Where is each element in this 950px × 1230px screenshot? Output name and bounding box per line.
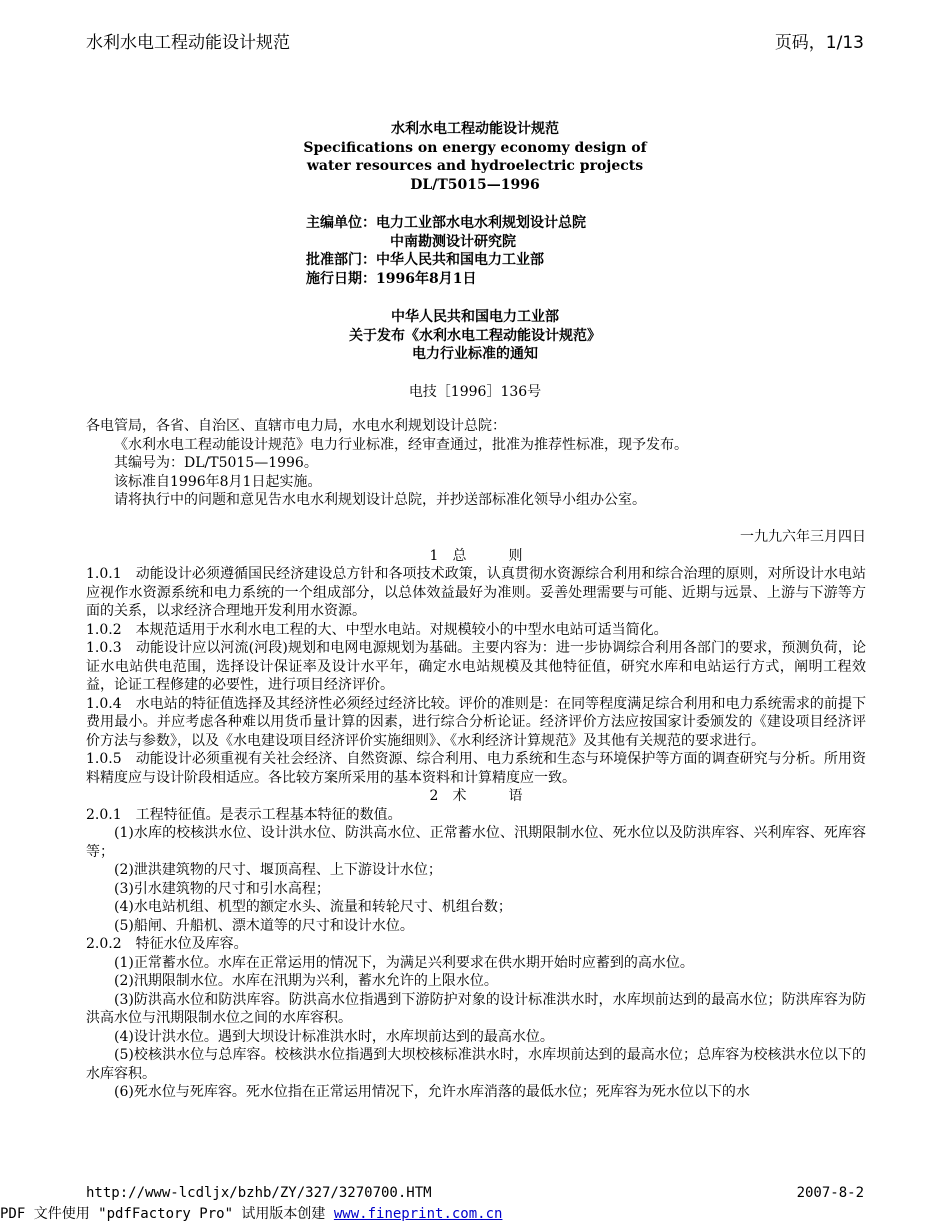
- title-chinese: 水利水电工程动能设计规范: [391, 121, 559, 137]
- editor-label: 主编单位：: [306, 215, 376, 231]
- document-title-block: [0, 120, 950, 194]
- clause: 2.0.1 工程特征值。是表示工程基本特征的数值。: [86, 806, 402, 823]
- clause: 1.0.2 本规范适用于水利水电工程的大、中型水电站。对规模较小的中型水电站可适当简化。: [86, 621, 668, 638]
- clause-item: (4)水电站机组、机型的额定水头、流量和转轮尺寸、机组台数；: [114, 899, 512, 915]
- clause: 1.0.1 动能设计必须遵循国民经济建设总方针和各项技术政策，认真贯彻水资源综合利用和综合治理的原则，对所设计水电站应视作水资源系统和电力系统的一个组成部分，以总体效益最好为准则。妥善处理需要与可能、近期与远景、上游与下游等方面的关系，以求经济合理地开发利用水资源。: [86, 566, 866, 619]
- title-english-line2: water resources and hydroelectric projects: [306, 158, 644, 174]
- footer-date: 2007-8-2: [796, 1185, 864, 1201]
- title-english-line1: Specifications on energy economy design of: [303, 139, 647, 156]
- letter-paragraph: 该标准自1996年8月1日起实施。: [114, 473, 322, 490]
- clause-item: (1)水库的校核洪水位、设计洪水位、防洪高水位、正常蓄水位、汛期限制水位、死水位以及防洪库容、兴利库容、死库容等；: [86, 825, 866, 860]
- page-header-title: 水利水电工程动能设计规范: [86, 33, 290, 53]
- document-body: [86, 417, 866, 1102]
- section-heading: 1 总 则: [429, 547, 523, 564]
- fineprint-link[interactable]: www.fineprint.com.cn: [333, 1206, 503, 1222]
- notice-title: [0, 308, 950, 364]
- clause-item: (3)引水建筑物的尺寸和引水高程；: [114, 880, 330, 897]
- pdf-watermark-text: PDF 文件使用 "pdfFactory Pro" 试用版本创建: [0, 1206, 334, 1222]
- clause-item: (6)死水位与死库容。死水位指在正常运用情况下，允许水库消落的最低水位；死库容为死水位以下的水: [114, 1084, 750, 1100]
- clause-item: (1)正常蓄水位。水库在正常运用的情况下，为满足兴利要求在供水期开始时应蓄到的高水位。: [114, 954, 694, 971]
- editor-unit-2: 中南勘测设计研究院: [390, 233, 516, 250]
- notice-line2: 关于发布《水利水电工程动能设计规范》: [349, 327, 601, 344]
- letter-paragraph: 《水利水电工程动能设计规范》电力行业标准，经审查通过，批准为推荐性标准，现予发布。: [114, 436, 688, 453]
- clause-item: (4)设计洪水位。遇到大坝设计标准洪水时，水库坝前达到的最高水位。: [114, 1028, 554, 1045]
- clause: 1.0.4 水电站的特征值选择及其经济性必须经过经济比较。评价的准则是：在同等程度满足综合利用和电力系统需求的前提下费用最小。并应考虑各种难以用货币量计算的因素，进行综合分析论证。经济评价方法应按国家计委颁发的《建设项目经济评价方法与参数》，以及《水电建设项目经济评价实施细则》、《水利经济计算规范》及其他有关规范的要求进行。: [86, 695, 866, 749]
- letter-date: 一九九六年三月四日: [740, 529, 866, 545]
- approver-label: 批准部门：: [306, 252, 376, 268]
- letter-greeting: 各电管局，各省、自治区、直辖市电力局，水电水利规划设计总院：: [86, 418, 506, 434]
- letter-paragraph: 其编号为：DL/T5015—1996。: [114, 455, 318, 471]
- footer-url[interactable]: http://www-lcdljx/bzhb/ZY/327/3270700.HTM: [86, 1185, 432, 1201]
- clause-item: (5)校核洪水位与总库容。校核洪水位指遇到大坝校核标准洪水时，水库坝前达到的最高水位；总库容为校核洪水位以下的水库容积。: [86, 1047, 866, 1082]
- approver: 中华人民共和国电力工业部: [376, 252, 544, 268]
- page-number: 页码，1/13: [774, 33, 864, 53]
- document-meta: [306, 214, 586, 288]
- letter-paragraph: 请将执行中的问题和意见告水电水利规划设计总院，并抄送部标准化领导小组办公室。: [114, 492, 646, 508]
- clause: 1.0.3 动能设计应以河流(河段)规划和电网电源规划为基础。主要内容为：进一步协调综合利用各部门的要求，预测负荷，论证水电站供电范围，选择设计保证率及设计水平年，确定水电站规模及其他特征值，研究水库和电站运行方式，阐明工程效益，论证工程修建的必要性，进行项目经济评价。: [86, 640, 866, 693]
- pdf-watermark: [0, 1203, 502, 1223]
- effective-date-label: 施行日期：: [306, 270, 376, 287]
- notice-line3: 电力行业标准的通知: [412, 346, 538, 362]
- clause-item: (5)船闸、升船机、漂木道等的尺寸和设计水位。: [114, 917, 414, 934]
- section-heading: 2 术 语: [429, 788, 523, 804]
- effective-date: 1996年8月1日: [376, 270, 477, 287]
- editor-unit-1: 电力工业部水电水利规划设计总院: [376, 215, 586, 231]
- standard-code: DL/T5015—1996: [410, 176, 540, 193]
- clause-item: (2)泄洪建筑物的尺寸、堰顶高程、上下游设计水位；: [114, 862, 442, 878]
- clause: 1.0.5 动能设计必须重视有关社会经济、自然资源、综合利用、电力系统和生态与环境保护等方面的调查研究与分析。所用资料精度应与设计阶段相适应。各比较方案所采用的基本资料和计算精度应一致。: [86, 751, 866, 786]
- document-number: 电技［1996］136号: [408, 384, 542, 400]
- clause: 2.0.2 特征水位及库容。: [86, 936, 248, 952]
- clause-item: (2)汛期限制水位。水库在汛期为兴利，蓄水允许的上限水位。: [114, 973, 498, 989]
- clause-item: (3)防洪高水位和防洪库容。防洪高水位指遇到下游防护对象的设计标准洪水时，水库坝前达到的最高水位；防洪库容为防洪高水位与汛期限制水位之间的水库容积。: [86, 991, 866, 1026]
- notice-line1: 中华人民共和国电力工业部: [391, 309, 559, 325]
